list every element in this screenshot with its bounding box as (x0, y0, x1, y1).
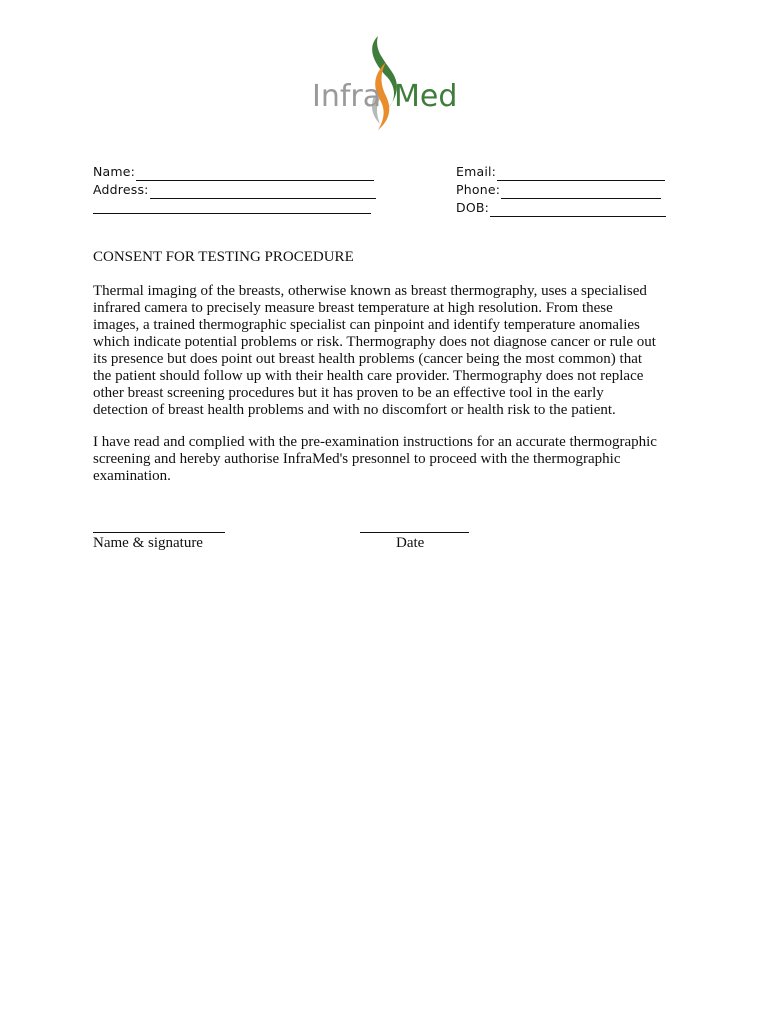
inframed-logo (308, 34, 458, 138)
date-label: Date (396, 535, 425, 551)
paragraph-line: images, a trained thermographic specialist can pinpoint and identify temperature anomalies (93, 317, 640, 333)
dob-label: DOB: (456, 200, 490, 215)
consent-paragraph-1 (93, 283, 693, 419)
paragraph-line: I have read and complied with the pre-examination instructions for an accurate thermographic (93, 434, 657, 450)
paragraph-line: which indicate potential problems or risk. Thermography does not diagnose cancer or rule out (93, 334, 656, 350)
phone-input-line[interactable] (501, 184, 661, 199)
dob-field (456, 199, 666, 217)
consent-paragraph-2 (93, 434, 693, 485)
address-field (93, 181, 376, 199)
date-line[interactable] (360, 532, 469, 533)
signature-line[interactable] (93, 532, 225, 533)
paragraph-line: the patient should follow up with their health care provider. Thermography does not replace (93, 368, 644, 384)
email-field (456, 163, 665, 181)
phone-label: Phone: (456, 182, 501, 197)
paragraph-line: its presence but does point out breast health problems (cancer being the most common) that (93, 351, 643, 367)
paragraph-line: other breast screening procedures but it has proven to be an effective tool in the early (93, 385, 604, 401)
paragraph-line: Thermal imaging of the breasts, otherwise known as breast thermography, uses a specialised (93, 283, 647, 299)
paragraph-line: screening and hereby authorise InfraMed's presonnel to proceed with the thermographic (93, 451, 621, 467)
address-label: Address: (93, 182, 149, 197)
email-input-line[interactable] (497, 166, 665, 181)
logo-text-infra: Infra (312, 79, 382, 114)
email-label: Email: (456, 164, 497, 179)
paragraph-line: infrared camera to precisely measure breast temperature at high resolution. From these (93, 300, 613, 316)
address-second-input-line[interactable] (93, 199, 371, 214)
logo-text-med: Med (394, 79, 458, 114)
phone-field (456, 181, 661, 199)
address-input-line[interactable] (150, 184, 376, 199)
document-heading: CONSENT FOR TESTING PROCEDURE (93, 249, 354, 265)
paragraph-line: examination. (93, 468, 171, 484)
address-line-2 (93, 199, 371, 214)
paragraph-line: detection of breast health problems and with no discomfort or health risk to the patient. (93, 402, 616, 418)
dob-input-line[interactable] (490, 202, 666, 217)
name-input-line[interactable] (136, 166, 374, 181)
name-signature-label: Name & signature (93, 535, 203, 551)
inframed-logo-graphic (308, 34, 458, 138)
name-field (93, 163, 374, 181)
name-label: Name: (93, 164, 136, 179)
